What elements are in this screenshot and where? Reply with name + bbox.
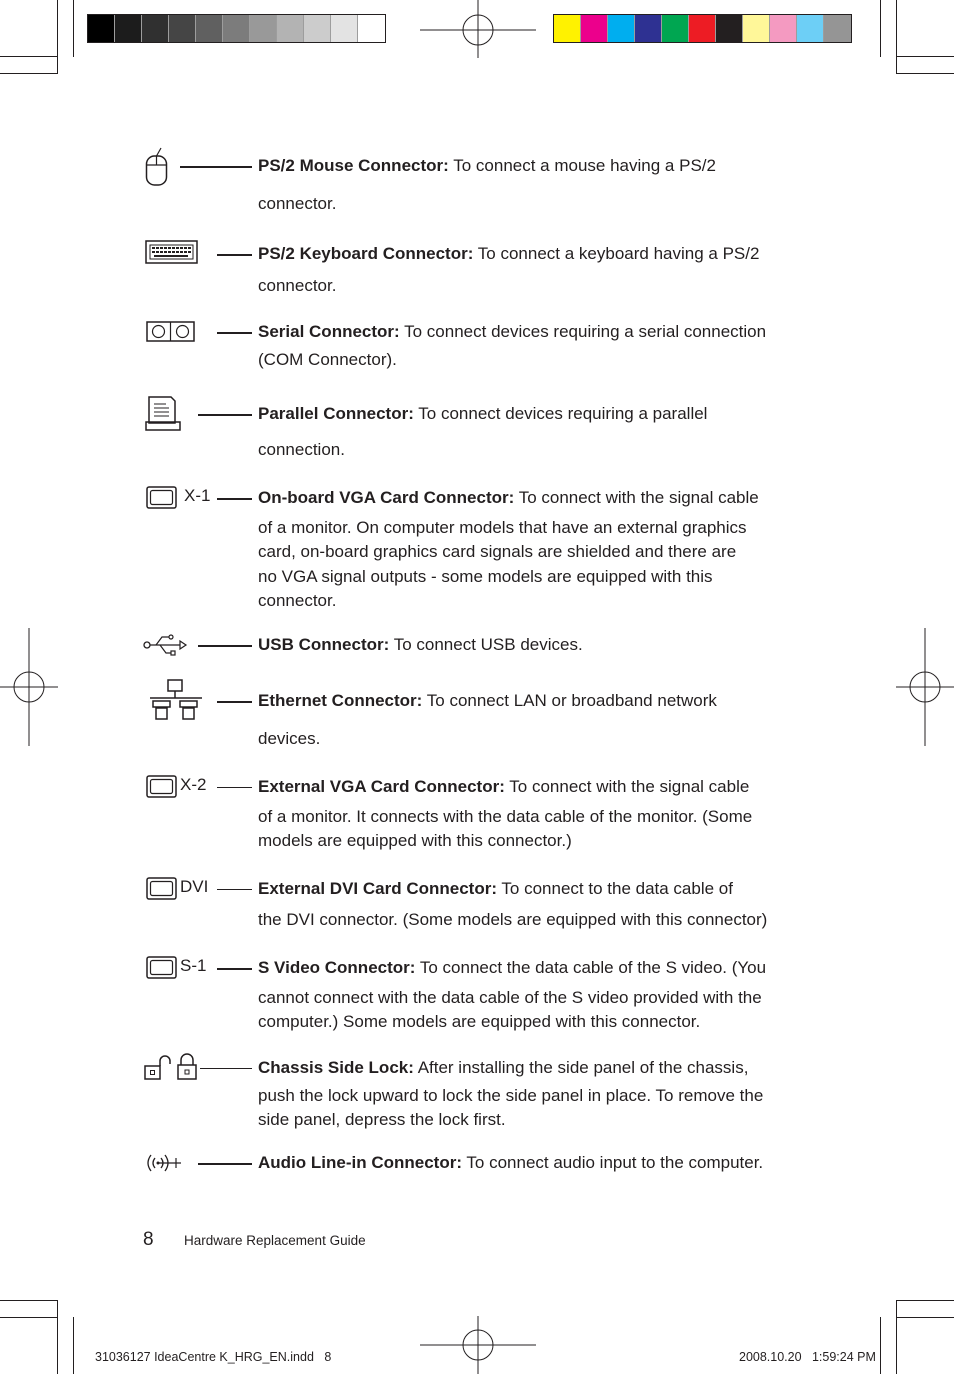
color-swatch bbox=[797, 15, 824, 42]
color-swatch bbox=[743, 15, 770, 42]
entry-text: cannot connect with the data cable of the S video provided with the bbox=[258, 987, 762, 1007]
entry-external-dvi bbox=[258, 877, 798, 932]
entry-text: of a monitor. On computer models that have an external graphics bbox=[258, 517, 747, 537]
entry-text: To connect with the signal cable bbox=[509, 777, 750, 796]
entry-text: After installing the side panel of the chassis, bbox=[417, 1058, 749, 1077]
entry-title: USB Connector: bbox=[258, 635, 390, 654]
crop-mark bbox=[0, 73, 58, 74]
entry-title: Audio Line-in Connector: bbox=[258, 1153, 462, 1172]
mouse-icon bbox=[143, 146, 173, 188]
entry-chassis-lock bbox=[258, 1056, 798, 1133]
entry-title: PS/2 Mouse Connector: bbox=[258, 156, 449, 175]
leader-line bbox=[198, 645, 252, 647]
crop-mark bbox=[896, 0, 897, 74]
entry-text: To connect a mouse having a PS/2 bbox=[453, 156, 716, 175]
crop-mark bbox=[0, 56, 57, 57]
connector-tag: X-1 bbox=[184, 486, 211, 505]
leader-line bbox=[217, 332, 252, 334]
page-number: 8 bbox=[143, 1229, 154, 1250]
printer-icon bbox=[145, 395, 183, 433]
entry-text: devices. bbox=[258, 728, 321, 748]
entry-text: To connect devices requiring a serial connection bbox=[404, 322, 767, 341]
leader-line bbox=[217, 498, 252, 500]
crop-mark bbox=[896, 73, 954, 74]
audio-line-in-icon bbox=[143, 1152, 183, 1174]
entry-onboard-vga bbox=[258, 486, 798, 614]
usb-icon bbox=[142, 633, 188, 657]
entry-text: models are equipped with this connector.) bbox=[258, 831, 572, 850]
grayscale-swatch bbox=[277, 15, 304, 42]
entry-text: To connect with the signal cable bbox=[518, 488, 759, 507]
leader-line bbox=[217, 254, 252, 256]
leader-line bbox=[200, 1068, 252, 1069]
entry-text: To connect a keyboard having a PS/2 bbox=[477, 244, 760, 263]
entry-ps2-mouse bbox=[258, 154, 798, 216]
entry-text: the DVI connector. (Some models are equipped with this connector) bbox=[258, 909, 768, 929]
connector-tag: S-1 bbox=[180, 956, 207, 975]
grayscale-swatch bbox=[115, 15, 142, 42]
registration-mark-icon bbox=[0, 628, 60, 746]
entry-parallel bbox=[258, 402, 798, 462]
entry-s-video bbox=[258, 956, 798, 1035]
entry-text: card, on-board graphics card signals are shielded and there are bbox=[258, 542, 737, 561]
registration-mark-icon bbox=[420, 1316, 536, 1374]
grayscale-swatch bbox=[169, 15, 196, 42]
color-swatch bbox=[635, 15, 662, 42]
entry-title: S Video Connector: bbox=[258, 958, 416, 977]
entry-text: computer.) Some models are equipped with this connector. bbox=[258, 1012, 701, 1031]
entry-text: connection. bbox=[258, 439, 345, 459]
color-swatch bbox=[689, 15, 716, 42]
entry-external-vga bbox=[258, 775, 798, 854]
crop-mark bbox=[896, 1300, 897, 1374]
entry-text: To connect USB devices. bbox=[393, 635, 583, 654]
entry-title: Serial Connector: bbox=[258, 322, 400, 341]
monitor-icon bbox=[146, 877, 178, 901]
leader-line bbox=[180, 166, 252, 168]
entry-text: connector. bbox=[258, 591, 337, 610]
crop-mark bbox=[0, 1317, 57, 1318]
crop-mark bbox=[57, 1300, 58, 1374]
entry-text: connector. bbox=[258, 275, 337, 295]
leader-line bbox=[217, 889, 252, 890]
serial-port-icon bbox=[146, 321, 196, 343]
leader-line bbox=[217, 701, 252, 703]
entry-title: External VGA Card Connector: bbox=[258, 777, 505, 796]
connector-tag: DVI bbox=[180, 877, 209, 896]
registration-mark-icon bbox=[420, 0, 536, 60]
entry-title: Chassis Side Lock: bbox=[258, 1058, 414, 1077]
entry-text: (COM Connector). bbox=[258, 349, 397, 369]
entry-text: connector. bbox=[258, 193, 337, 213]
entry-text: To connect to the data cable of bbox=[501, 879, 733, 898]
registration-mark-icon bbox=[894, 628, 954, 746]
entry-usb bbox=[258, 633, 798, 658]
connector-tag: X-2 bbox=[180, 775, 207, 794]
entry-text: of a monitor. It connects with the data cable of the monitor. (Some bbox=[258, 806, 753, 826]
grayscale-swatch bbox=[358, 15, 385, 42]
keyboard-icon bbox=[145, 240, 199, 266]
grayscale-swatch bbox=[196, 15, 223, 42]
entry-serial bbox=[258, 320, 798, 372]
entry-title: PS/2 Keyboard Connector: bbox=[258, 244, 474, 263]
grayscale-swatch bbox=[304, 15, 331, 42]
network-icon bbox=[148, 678, 204, 722]
leader-line bbox=[217, 968, 252, 970]
entry-text: no VGA signal outputs - some models are equipped with this bbox=[258, 566, 713, 586]
slug-timestamp: 2008.10.20 1:59:24 PM bbox=[739, 1350, 876, 1364]
locked-lock-icon bbox=[176, 1052, 198, 1082]
grayscale-swatch bbox=[331, 15, 358, 42]
color-swatch bbox=[581, 15, 608, 42]
entry-title: Ethernet Connector: bbox=[258, 691, 423, 710]
color-swatch bbox=[824, 15, 851, 42]
grayscale-calibration-bar bbox=[87, 14, 386, 43]
color-swatch bbox=[554, 15, 581, 42]
color-calibration-bar bbox=[553, 14, 852, 43]
crop-mark bbox=[73, 1317, 74, 1374]
entry-title: On-board VGA Card Connector: bbox=[258, 488, 515, 507]
crop-mark bbox=[880, 1317, 881, 1374]
color-swatch bbox=[608, 15, 635, 42]
entry-ps2-keyboard bbox=[258, 242, 798, 298]
unlocked-lock-icon bbox=[143, 1054, 173, 1082]
entry-audio-line-in bbox=[258, 1151, 798, 1176]
monitor-icon bbox=[146, 775, 178, 799]
entry-ethernet bbox=[258, 689, 798, 751]
grayscale-swatch bbox=[250, 15, 277, 42]
entry-title: Parallel Connector: bbox=[258, 404, 414, 423]
leader-line bbox=[217, 787, 252, 788]
entry-text: side panel, depress the lock first. bbox=[258, 1110, 506, 1129]
entry-title: External DVI Card Connector: bbox=[258, 879, 497, 898]
color-swatch bbox=[662, 15, 689, 42]
leader-line bbox=[198, 414, 252, 416]
entry-text: To connect audio input to the computer. bbox=[466, 1153, 764, 1172]
crop-mark bbox=[57, 0, 58, 74]
color-swatch bbox=[770, 15, 797, 42]
entry-text: push the lock upward to lock the side panel in place. To remove the bbox=[258, 1085, 764, 1105]
slug-file-info: 31036127 IdeaCentre K_HRG_EN.indd 8 bbox=[95, 1350, 332, 1364]
crop-mark bbox=[880, 0, 881, 57]
monitor-icon bbox=[146, 486, 178, 510]
footer-guide-title: Hardware Replacement Guide bbox=[184, 1233, 366, 1248]
entry-text: To connect devices requiring a parallel bbox=[418, 404, 708, 423]
monitor-icon bbox=[146, 956, 178, 980]
grayscale-swatch bbox=[142, 15, 169, 42]
crop-mark bbox=[73, 0, 74, 57]
crop-mark bbox=[897, 56, 954, 57]
grayscale-swatch bbox=[223, 15, 250, 42]
color-swatch bbox=[716, 15, 743, 42]
crop-mark bbox=[897, 1317, 954, 1318]
crop-mark bbox=[0, 1300, 58, 1301]
entry-text: To connect LAN or broadband network bbox=[426, 691, 717, 710]
crop-mark bbox=[896, 1300, 954, 1301]
grayscale-swatch bbox=[88, 15, 115, 42]
leader-line bbox=[198, 1163, 252, 1165]
entry-text: To connect the data cable of the S video. (You bbox=[419, 958, 767, 977]
